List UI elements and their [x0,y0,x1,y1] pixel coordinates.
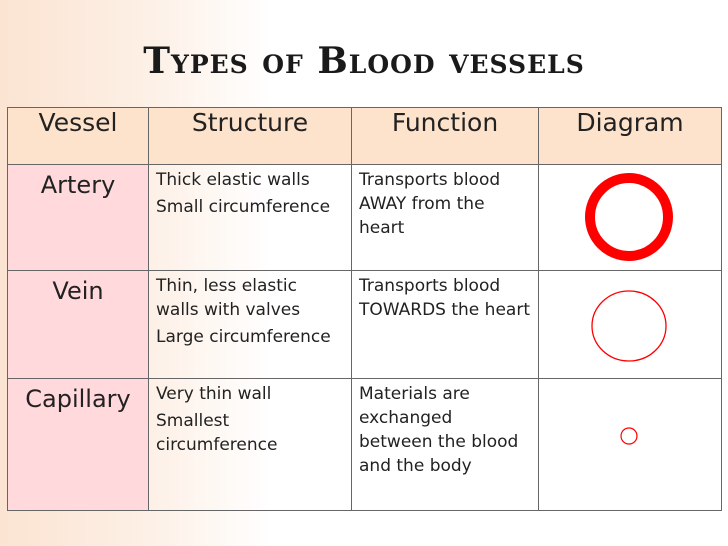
capillary-ring-icon [539,379,722,511]
vessel-name: Artery [8,165,149,271]
table-row-artery [8,165,722,271]
table-row-vein [8,271,722,379]
structure-line: Small circumference [156,197,331,217]
structure-line: Thin, less elastic walls with valves [156,276,301,320]
diagram-cell [539,165,722,271]
vessel-table [7,107,722,511]
header-diagram: Diagram [539,108,722,165]
artery-ring-icon [539,165,722,271]
vessel-name: Vein [8,271,149,379]
structure-line: Smallest circumference [156,411,278,455]
page-title: Types of Blood vessels [143,40,585,82]
function-text: Materials are exchanged between the blood and the body [352,379,539,511]
function-text: Transports blood AWAY from the heart [352,165,539,271]
header-vessel: Vessel [8,108,149,165]
structure-cell [149,379,352,511]
diagram-cell [539,379,722,511]
structure-line: Large circumference [156,327,331,347]
vessel-name: Capillary [8,379,149,511]
structure-line: Thick elastic walls [156,170,310,190]
vein-ring-icon [539,271,722,379]
table-row-capillary [8,379,722,511]
function-text: Transports blood TOWARDS the heart [352,271,539,379]
header-function: Function [352,108,539,165]
structure-cell [149,165,352,271]
header-structure: Structure [149,108,352,165]
table-header-row [8,108,722,165]
diagram-cell [539,271,722,379]
structure-cell [149,271,352,379]
structure-line: Very thin wall [156,384,272,404]
